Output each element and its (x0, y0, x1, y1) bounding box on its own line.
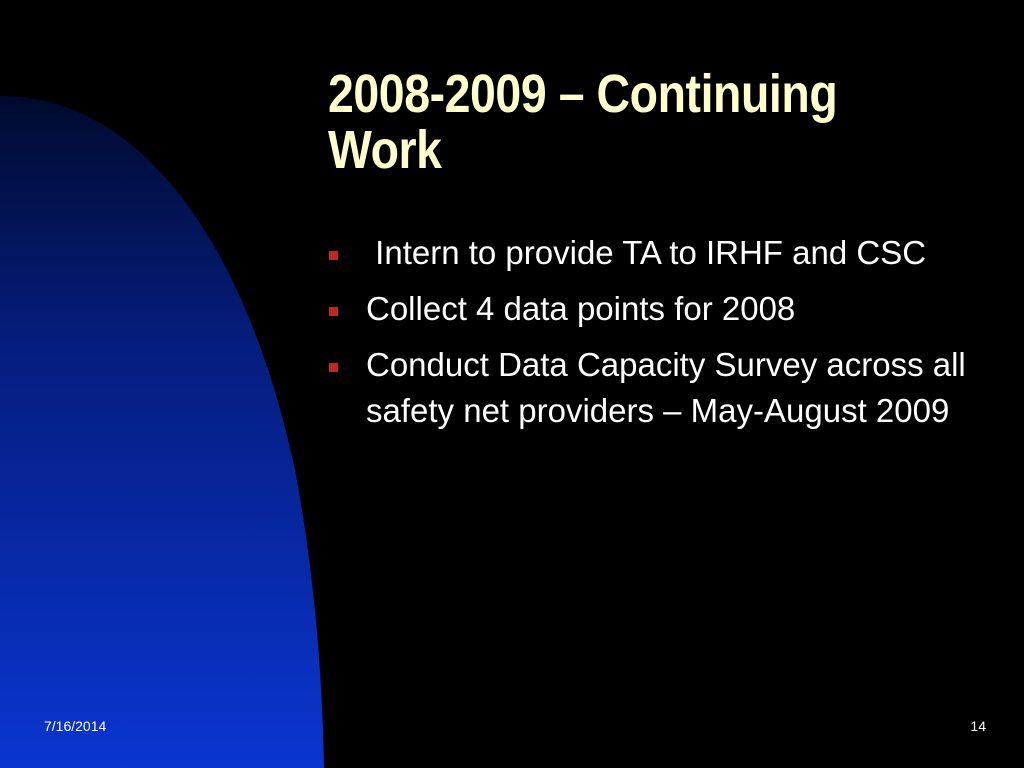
square-bullet-icon (329, 307, 338, 316)
bullet-text: Intern to provide TA to IRHF and CSC (366, 234, 927, 271)
bullet-item (328, 342, 968, 434)
square-bullet-icon (329, 363, 338, 372)
square-bullet-icon (329, 251, 338, 260)
bullet-list (328, 230, 968, 444)
bullet-item (328, 286, 968, 332)
bullet-item (328, 230, 968, 276)
footer-date: 7/16/2014 (44, 718, 107, 734)
page-number: 14 (970, 718, 986, 734)
bullet-text: Collect 4 data points for 2008 (366, 290, 796, 327)
bullet-text: Conduct Data Capacity Survey across all safety net providers – May-August 2009 (366, 346, 966, 429)
slide-title: 2008-2009 – Continuing Work (328, 64, 838, 180)
